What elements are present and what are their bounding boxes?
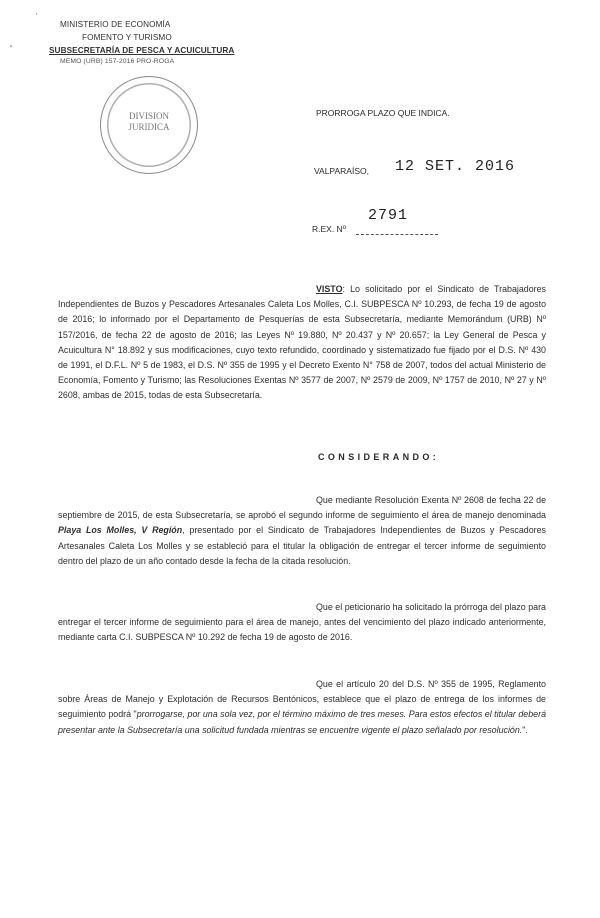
c1-text-a: Que mediante Resolución Exenta Nº 2608 de fecha 22 de septiembre de 2015, de esta Subsecretaría, se aprobó el segundo informe de seguimiento el área de manejo denominada [58, 495, 546, 521]
considerando-paragraph-3 [58, 677, 546, 738]
stamp-text [101, 111, 197, 133]
c1-area-name: Playa Los Molles, V Región [58, 525, 183, 536]
undersecretariat-name: SUBSECRETARÍA DE PESCA Y ACUICULTURA [49, 46, 235, 55]
ministry-name: MINISTERIO DE ECONOMÍA [60, 20, 171, 29]
margin-mark-top: ' [36, 12, 38, 21]
c3-text-b: ". [522, 724, 528, 735]
document-subject: PRORROGA PLAZO QUE INDICA. [316, 108, 450, 118]
considerando-paragraph-2 [58, 600, 546, 646]
memo-reference: MEMO (URB) 157-2016 PRO-ROGA [60, 58, 175, 65]
margin-mark-left: ' [10, 44, 12, 55]
division-stamp [100, 76, 198, 174]
resolution-label: R.EX. Nº [312, 224, 346, 234]
c1-text-b: , presentado por el Sindicato de Trabajadores Independientes de Buzos y Pescadores Artesanales Caleta Los Molles y se estableció para el titular la obligación de entregar el tercer informe de seguimiento dentro del plazo de un año contado desde la fecha de la citada resolución. [58, 525, 546, 566]
stamp-line-2: JURIDICA [128, 122, 170, 132]
visto-lead: VISTO [316, 284, 343, 294]
resolution-number-line [356, 226, 438, 235]
ministry-subtitle: FOMENTO Y TURISMO [82, 33, 172, 42]
document-date: 12 SET. 2016 [395, 158, 516, 175]
considerando-paragraph-1 [58, 493, 546, 569]
visto-text: : Lo solicitado por el Sindicato de Trabajadores Independientes de Buzos y Pescadores Artesanales Caleta Los Molles, C.I. SUBPESCA Nº 10.293, de fecha 19 de agosto de 2016; lo informado por el Departamento de Pesquerías de esta Subsecretaría, mediante Memorándum (URB) Nº 157/2016, de fecha 22 de agosto de 2016; las Leyes Nº 19.880, Nº 20.437 y Nº 20.657; la Ley General de Pesca y Acuicultura N° 18.892 y sus modificaciones, cuyo texto refundido, coordinado y sistematizado fue fijado por el D.S. Nº 430 de 1991, el D.F.L. Nº 5 de 1983, el D.S. Nº 355 de 1995 y el Decreto Exento N° 758 de 2007, todos del actual Ministerio de Economía, Fomento y Turismo; las Resoluciones Exentas Nº 3577 de 2007, Nº 2579 de 2009, Nº 1757 de 2010, Nº 27 y Nº 2608, ambas de 2015, todas de esta Subsecretaría. [58, 284, 546, 401]
c3-quote: prorrogarse, por una sola vez, por el término máximo de tres meses. Para estos efectos el titular deberá presentar ante la Subsecretaría una solicitud fundada mientras se encuentre vigente el plazo señalado por resolución. [58, 709, 546, 735]
visto-paragraph [58, 282, 546, 404]
c3-text-a: Que el artículo 20 del D.S. Nº 355 de 1995, Reglamento sobre Áreas de Manejo y Explotación de Recursos Bentónicos, establece que el plazo de entrega de los informes de seguimiento podrá " [58, 679, 546, 720]
place-label: VALPARAÍSO, [314, 166, 369, 176]
stamp-line-1: DIVISION [129, 111, 169, 121]
resolution-number: 2791 [368, 207, 409, 224]
c2-text: Que el peticionario ha solicitado la prórroga del plazo para entregar el tercer informe de seguimiento para el área de manejo, antes del vencimiento del plazo indicado anteriormente, mediante carta C.I. SUBPESCA Nº 10.292 de fecha 19 de agosto de 2016. [58, 602, 546, 643]
considerando-heading: CONSIDERANDO: [318, 452, 440, 462]
